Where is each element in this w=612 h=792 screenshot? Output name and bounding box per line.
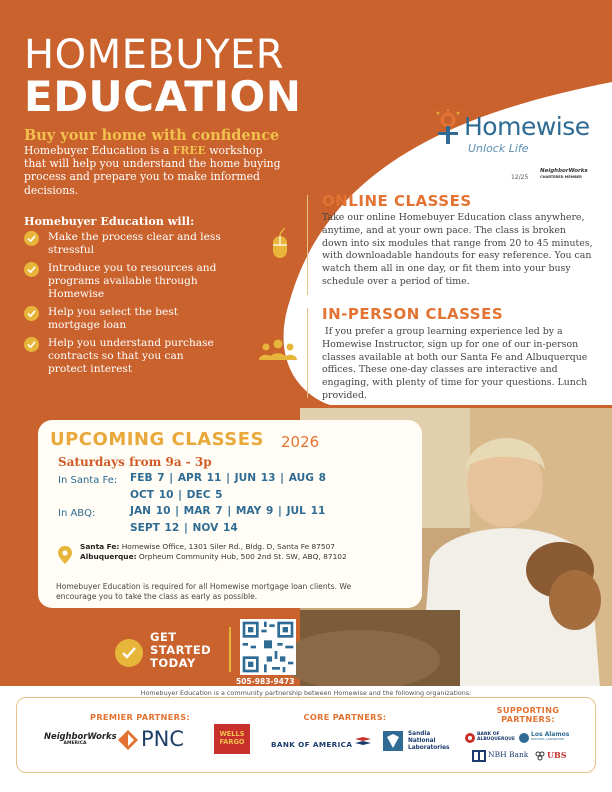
nbh-bank-logo: NBH Bank: [488, 750, 529, 759]
check-circle-icon: [115, 639, 143, 667]
los-alamos-icon: [519, 733, 529, 743]
bank-of-albuquerque-icon: [465, 733, 475, 743]
check-icon: [24, 306, 39, 321]
location-pin-icon: [58, 546, 72, 564]
schedule-time: Saturdays from 9a - 3p: [58, 455, 212, 469]
bank-of-albuquerque-logo: BANK OF ALBUQUERQUE: [477, 732, 516, 743]
pnc-logo: PNC: [141, 727, 185, 751]
list-item: Help you select the best mortgage loan: [24, 306, 224, 332]
ubs-keys-icon: [535, 751, 545, 761]
group-people-icon: [258, 338, 298, 364]
santa-fe-label: In Santa Fe:: [58, 475, 118, 486]
date-code: 12/25: [511, 174, 529, 181]
section-divider: [307, 195, 308, 295]
los-alamos-logo: Los Alamos NATIONAL LABORATORY: [531, 731, 570, 741]
sandia-thunderbird-icon: [383, 731, 403, 751]
nbh-bank-icon: [472, 750, 486, 762]
title-line-1: HOMEBUYER: [24, 32, 285, 78]
list-item: Help you understand purchase contracts so that you can protect interest: [24, 337, 224, 376]
check-icon: [24, 231, 39, 246]
online-classes-heading: ONLINE CLASSES: [322, 192, 472, 210]
requirement-note: Homebuyer Education is required for all Homewise mortgage loan clients. We encourage you to take the class as early as possible.: [56, 582, 352, 601]
upcoming-year: 2026: [281, 433, 320, 451]
santa-fe-dates: FEB 7 | APR 11 | JUN 13 | AUG 8 OCT 10 | DEC 5: [130, 472, 326, 501]
get-started-text: GET STARTED TODAY: [150, 630, 212, 671]
neighborworks-logo: NeighborWorks AMERICA: [44, 731, 117, 746]
free-highlight: FREE: [172, 144, 206, 157]
qr-code[interactable]: [240, 619, 296, 675]
intro-text: Homebuyer Education is a FREE workshop that will help you understand the home buying process and prepare you to make informed decisions.: [24, 144, 281, 197]
premier-partners-heading: PREMIER PARTNERS:: [90, 712, 190, 722]
title-line-2: EDUCATION: [24, 72, 302, 121]
addresses: Santa Fe: Homewise Office, 1301 Siler Rd., Bldg. D, Santa Fe 87507 Albuquerque: Orpheum Community Hub, 500 2nd St. SW, ABQ, 87102: [80, 542, 347, 561]
sandia-logo: Sandia National Laboratories: [408, 731, 450, 751]
list-item: Introduce you to resources and programs available through Homewise: [24, 262, 224, 301]
upcoming-classes-title: UPCOMING CLASSES: [50, 429, 265, 450]
phone-number[interactable]: 505-983-9473: [236, 677, 295, 686]
homewise-logo: Homewise: [464, 112, 590, 141]
neighborworks-chartered-logo: NeighborWorks CHARTERED MEMBER: [540, 168, 588, 179]
abq-label: In ABQ:: [58, 508, 96, 519]
list-item: Make the process clear and less stressful: [24, 231, 224, 257]
core-partners-heading: CORE PARTNERS:: [303, 712, 387, 722]
in-person-classes-heading: IN-PERSON CLASSES: [322, 305, 504, 323]
bank-of-america-flag-icon: [355, 737, 371, 747]
benefits-list: [24, 231, 224, 381]
homewise-key-icon: [434, 110, 462, 146]
ubs-logo: UBS: [547, 750, 567, 760]
tagline: Buy your home with confidence: [24, 127, 280, 144]
supporting-partners-heading: SUPPORTING PARTNERS:: [496, 705, 560, 724]
section-divider: [307, 308, 308, 398]
benefits-heading: Homebuyer Education will:: [24, 214, 195, 228]
pnc-mark-icon: [117, 729, 139, 751]
in-person-classes-text: If you prefer a group learning experience led by a Homewise Instructor, sign up for one of our in-person classes available at both our Santa Fe and Albuquerque offices. These one-day classes are interactive and engaging, with plenty of time for your questions. Lunch provided.: [322, 326, 588, 401]
abq-dates: JAN 10 | MAR 7 | MAY 9 | JUL 11 SEPT 12 | NOV 14: [130, 505, 326, 534]
check-icon: [24, 262, 39, 277]
wells-fargo-logo: WELLS FARGO: [214, 724, 250, 754]
get-started-divider: [229, 627, 231, 672]
check-icon: [24, 337, 39, 352]
partnership-note: Homebuyer Education is a community partnership between Homewise and the following organizations:: [140, 689, 472, 697]
mouse-icon: [270, 228, 290, 262]
online-classes-text: Take our online Homebuyer Education class anywhere, anytime, and at your own pace. The class is broken down into six modules that range from 20 to 45 minutes, with downloadable handouts for easy reference. You can watch them all in one day, or fit them into your busy schedule over a period of time.: [322, 212, 593, 287]
logo-tagline: Unlock Life: [468, 142, 529, 155]
bank-of-america-logo: BANK OF AMERICA: [271, 740, 353, 749]
